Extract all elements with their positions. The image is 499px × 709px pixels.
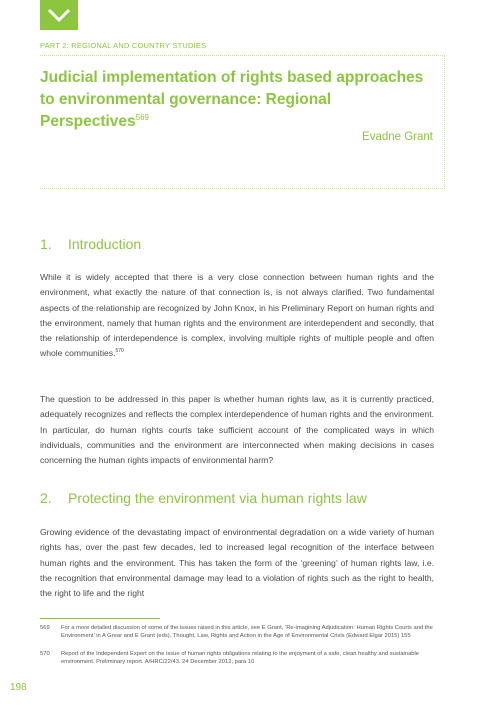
footnote-divider	[40, 618, 160, 619]
title-footnote-ref[interactable]: 569	[135, 112, 150, 122]
article-title-text: Judicial implementation of rights based approaches to environmental governance: Regional Perspectives	[40, 69, 424, 130]
section-heading-protecting	[40, 490, 367, 506]
section-number: 1.	[40, 236, 52, 252]
part-label: PART 2: REGIONAL AND COUNTRY STUDIES	[40, 41, 207, 50]
article-title	[40, 67, 440, 133]
paragraph: The question to be addressed in this paper is whether human rights law, as it is currently practiced, adequately recognizes and reflects the complex interdependence of human rights and the environment. In particular, do human rights courts take sufficient account of the complicated ways in which individuals, communities and the environment are interconnected when making decisions in cases concerning the human rights impacts of environmental harm?	[40, 394, 434, 466]
paragraph	[40, 270, 434, 362]
footnote-text: Report of the Independent Expert on the issue of human rights obligations relating to the enjoyment of a safe, clean healthy and sustainable environment. Preliminary report. A/HRC/22/43. 24 December 2012, para 10	[61, 651, 420, 666]
footnote-ref[interactable]: 570	[115, 348, 124, 355]
section-number: 2.	[40, 490, 52, 506]
author-name: Evadne Grant	[362, 131, 433, 143]
section-title: Protecting the environment via human rights law	[68, 490, 367, 506]
footnote	[40, 650, 440, 666]
footnote-number: 569	[40, 625, 50, 631]
section-heading-introduction	[40, 236, 141, 252]
paragraph: Growing evidence of the devastating impact of environmental degradation on a wide variety of human rights has, over the past few decades, led to increased legal recognition of the interface between human rights and the environment. This has taken the form of the ‘greening’ of human rights law, i.e. the recognition that environmental damage may lead to a violation of rights such as the right to health, the right to life and the right	[40, 527, 434, 599]
section-title: Introduction	[68, 236, 142, 252]
chevron-down-icon	[40, 0, 78, 30]
paragraph-text: While it is widely accepted that there is a very close connection between human rights and the environment, what exactly the nature of that connection is, is not always clarified. Two fundamental aspects of the relationship are recognized by John Knox, in his Preliminary Report on human rights and the environment, namely that human rights and the environment are interdependent and secondly, that the relationship of interdependence is complex, involving multiple rights of multiple people and often whole communities.	[40, 272, 434, 359]
page-number: 198	[10, 682, 27, 693]
footnote	[40, 624, 440, 640]
chapter-tab	[40, 0, 78, 30]
footnote-number: 570	[40, 651, 50, 657]
footnote-text: For a more detailed discussion of some of the issues raised in this article, see E Grant, ‘Re-imagining Adjudication: Human Rights Courts and the Environment’ in A Grear and E Grant (eds), Thought, Law, Rights and Action in the Age of Environmental Crisis (Edward Elgar 2015) 155	[61, 625, 433, 640]
